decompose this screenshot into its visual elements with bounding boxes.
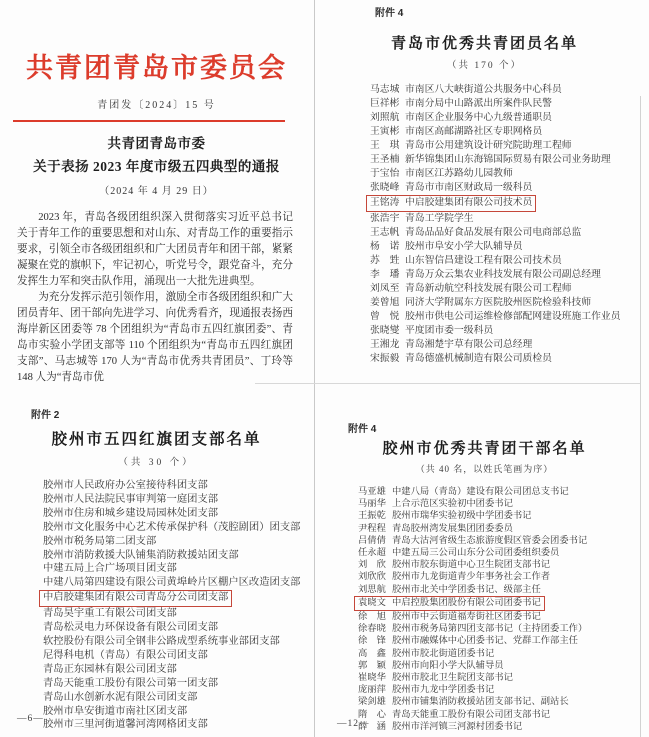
member-name: 吕倩倩: [358, 535, 386, 546]
roster-row-content: [370, 226, 581, 240]
member-name: 曾 悦: [370, 311, 400, 322]
roster-row-content: 胶州市人民政府办公室接待科团支部: [43, 480, 208, 491]
roster-row: [43, 549, 313, 563]
member-name: 张浩宇: [370, 213, 400, 224]
member-position: 同济大学附属东方医院胶州医院检验科技师: [405, 297, 592, 308]
roster-row: [358, 648, 649, 660]
member-name: 薛 涵: [358, 721, 386, 732]
attachment-label: 附件 2: [31, 410, 60, 421]
roster-row: [358, 635, 649, 647]
roster-title: 胶州市五四红旗团支部名单: [51, 431, 262, 448]
member-position: 市南区企业服务中心九级普通职员: [405, 112, 552, 123]
roster-row: [358, 611, 649, 623]
member-name: 刘凤至: [370, 283, 400, 294]
roster-row-content: [358, 611, 541, 623]
roster-row: [358, 571, 649, 583]
roster-list: [320, 83, 649, 366]
roster-row-content: 胶州市阜安街道市南社区团支部: [43, 705, 188, 717]
roster-row-content: [358, 660, 504, 672]
member-name: 袁晓文: [358, 597, 386, 608]
member-name: 张晓峰: [370, 182, 400, 193]
member-name: 马志城: [370, 84, 400, 95]
roster-row-content: 胶州市文化服务中心艺术传承保护科（茂腔剧团）团支部: [43, 521, 301, 533]
roster-subtitle: （共 40 名，以姓氏笔画为序）: [415, 464, 554, 474]
member-name: 尹程程: [358, 523, 386, 534]
roster-row-content: [370, 212, 474, 226]
member-position: 胶州市供电公司运维检修部配网建设班施工作业员: [405, 311, 621, 322]
page-number: —6—: [17, 714, 44, 724]
roster-row: [370, 296, 649, 310]
roster-list: [320, 486, 649, 733]
roster-row: [370, 226, 649, 240]
roster-row: [370, 310, 649, 324]
member-name: 任永超: [358, 548, 386, 559]
roster-row: [370, 139, 649, 153]
doc-number: 青团发〔2024〕15 号: [97, 100, 216, 111]
roster-row-content: [358, 684, 494, 696]
roster-row-content: [370, 139, 572, 153]
member-position: 上合示范区实验初中团委书记: [392, 499, 513, 510]
roster-row-content: [366, 195, 536, 212]
member-name: 刘思航: [358, 584, 386, 595]
member-name: 刘 欣: [358, 560, 386, 571]
member-position: 胶州市洋河镇三河源村团委书记: [392, 721, 523, 732]
roster-row-content: 胶州市人民法院民事审判第一庭团支部: [43, 493, 219, 505]
roster-row-content: [358, 486, 569, 498]
roster-row-content: [358, 498, 513, 510]
roster-row: [358, 510, 649, 522]
roster-row-content: [354, 596, 545, 611]
member-position: 市南区江苏路幼儿园教师: [405, 168, 513, 179]
roster-row-content: [370, 153, 611, 167]
roster-row: [358, 486, 649, 498]
member-position: 青岛市公用建筑设计研究院助理工程师: [405, 140, 572, 151]
roster-row-content: 胶州市消防救援大队铺集消防救援站团支部: [43, 549, 239, 561]
roster-row-content: [370, 268, 601, 282]
roster-row: [370, 338, 649, 352]
member-position: 胶州市铺集消防救援站团支部书记、副站长: [392, 697, 569, 708]
member-name: 张晓燮: [370, 325, 400, 336]
member-position: 胶州市瑞华实验初级中学团委书记: [392, 511, 532, 522]
roster-row: [43, 677, 313, 691]
roster-row: [370, 324, 649, 338]
member-name: 王志帆: [370, 227, 400, 238]
roster-row: [43, 607, 313, 621]
member-position: 青岛胶州湾发展集团团委委员: [392, 523, 513, 534]
roster-row: [370, 282, 649, 296]
member-name: 李 璠: [370, 269, 400, 280]
roster-row-content: 中建五局上合广场项目团支部: [43, 563, 177, 575]
member-position: 平度团市委一级科员: [405, 325, 494, 336]
member-position: 中启控股集团股份有限公司团委书记: [392, 597, 541, 608]
roster-row-content: [370, 296, 591, 310]
roster-row: [370, 125, 649, 139]
roster-list: [0, 479, 313, 732]
notice-title-line2: 关于表扬 2023 年度市级五四典型的通报: [33, 159, 280, 174]
roster-row: [43, 705, 313, 719]
member-position: 胶州市胶东街道中心卫生院团支部书记: [392, 560, 551, 571]
roster-row: [43, 663, 313, 677]
roster-row-content: 青岛山水创新水泥有限公司团支部: [43, 691, 198, 703]
roster-row: [370, 195, 649, 212]
roster-row: [358, 559, 649, 571]
member-name: 高 鑫: [358, 648, 386, 659]
notice-date: （2024 年 4 月 29 日）: [99, 186, 214, 197]
member-position: 中建八局（青岛）建设有限公司团总支书记: [392, 487, 569, 497]
member-position: 青岛市市南区财政局一级科员: [405, 182, 533, 193]
member-name: 徐 旭: [358, 612, 386, 623]
roster-row-content: [370, 240, 523, 254]
roster-row-content: [370, 324, 493, 338]
member-position: 胶州市九龙中学团委书记: [392, 685, 495, 696]
member-name: 刘照航: [370, 112, 400, 123]
roster-row: [370, 167, 649, 181]
roster-row-content: [370, 181, 532, 195]
roster-row-content: 青岛天能重工股份有限公司第一团支部: [43, 677, 219, 689]
roster-row-content: [370, 282, 572, 296]
member-name: 王振乾: [358, 511, 386, 522]
member-name: 王圣楠: [370, 154, 400, 165]
member-position: 市南区八大峡街道公共服务中心科员: [405, 84, 562, 95]
roster-subtitle: （共 30 个）: [118, 458, 195, 468]
member-name: 郭 颖: [358, 660, 386, 671]
roster-row-content: 胶州市三里河街道馨河湾网格团支部: [43, 719, 208, 731]
roster-row: [370, 254, 649, 268]
member-name: 杨 诺: [370, 241, 400, 252]
roster-row: [370, 153, 649, 167]
roster-row-content: [358, 584, 541, 596]
roster-row-content: [358, 510, 531, 522]
roster-row-content: [370, 83, 562, 97]
roster-row: [370, 97, 649, 111]
letterhead-red-rule: [13, 120, 285, 122]
roster-row: [370, 181, 649, 195]
member-position: 市南分局中山路派出所案件队民警: [405, 98, 552, 109]
page-roster-cadres: [320, 400, 649, 737]
member-name: 王 琪: [370, 140, 400, 151]
roster-row-content: [370, 254, 562, 268]
roster-row-content: 尼得科电机（青岛）有限公司团支部: [43, 649, 208, 661]
member-name: 刘欣欣: [358, 572, 386, 583]
roster-row: [370, 212, 649, 226]
roster-row-content: [370, 310, 621, 324]
roster-subtitle: （共 170 个）: [446, 61, 522, 71]
roster-row: [43, 621, 313, 635]
member-position: 胶州市胶北卫生院团支部书记: [392, 673, 513, 684]
attachment-label: 附件 4: [348, 424, 377, 435]
member-position: 胶州市融媒体中心团委书记、党群工作部主任: [392, 636, 578, 647]
member-name: 王湘龙: [370, 339, 400, 350]
roster-row: [370, 240, 649, 254]
roster-row-content: [358, 635, 578, 647]
roster-row: [43, 590, 313, 607]
roster-row: [358, 523, 649, 535]
roster-row: [43, 493, 313, 507]
member-name: 马丽华: [358, 499, 386, 510]
page-column-divider: [314, 0, 315, 737]
member-position: 青岛大沽河省级生态旅游度假区管委会团委书记: [392, 535, 588, 546]
roster-row-content: [358, 523, 513, 535]
roster-row: [358, 547, 649, 559]
member-name: 姜曾旭: [370, 297, 400, 308]
letterhead-title: 共青团青岛市委员会: [26, 53, 287, 83]
member-position: 新华锦集团山东海锦国际贸易有限公司业务助理: [405, 154, 611, 165]
roster-row: [358, 535, 649, 547]
roster-row: [358, 584, 649, 596]
roster-row: [43, 635, 313, 649]
roster-row: [358, 498, 649, 510]
roster-row-content: 胶州市税务局第二团支部: [43, 535, 157, 547]
member-position: 青岛万众云集农业科技发展有限公司副总经理: [405, 269, 601, 280]
member-position: 山东智信昌建设工程有限公司技术员: [405, 255, 562, 266]
roster-row: [370, 83, 649, 97]
member-position: 中启胶建集团有限公司技术员: [405, 197, 533, 208]
roster-row: [43, 479, 313, 493]
member-position: 青岛品品好食品发展有限公司电商部总监: [405, 227, 582, 238]
roster-row: [43, 718, 313, 732]
member-name: 隋 心: [358, 709, 386, 720]
roster-row-content: 胶州市住房和城乡建设局园林处团支部: [43, 507, 219, 519]
notice-paragraph: 2023 年，青岛各级团组织深入贯彻落实习近平总书记关于青年工作的重要思想和对山东、对青岛工作的重要指示要求，引领全市各级团组织和广大团员青年和团干部，紧紧凝聚在党的旗帜下，牢记初心，听党号令，跟党奋斗，充分发挥生力军和突击队作用，涌现出一大批先进典型。: [17, 212, 293, 287]
roster-row-content: [358, 623, 587, 635]
roster-row: [358, 709, 649, 721]
member-position: 青岛天能重工股份有限公司团支部书记: [392, 709, 551, 720]
member-position: 市南区高邮湖路社区专职网格员: [405, 126, 543, 137]
roster-title: 青岛市优秀共青团员名单: [390, 36, 578, 52]
roster-row: [358, 721, 649, 733]
roster-row: [370, 268, 649, 282]
roster-row-content: [370, 97, 552, 111]
roster-row-content: 中启胶建集团有限公司青岛分公司团支部: [39, 590, 232, 607]
member-name: 庞丽萍: [358, 685, 386, 696]
notice-body: [17, 210, 293, 386]
member-position: 青岛工学院学生: [405, 213, 474, 224]
member-position: 胶州市胶北街道团委书记: [392, 648, 495, 659]
roster-row-content: [370, 111, 552, 125]
roster-row-content: 青岛松灵电力环保设备有限公司团支部: [43, 622, 219, 634]
roster-row: [370, 352, 649, 366]
roster-row-content: [358, 648, 494, 660]
roster-row: [358, 672, 649, 684]
member-name: 徐春晓: [358, 624, 386, 635]
roster-row: [358, 596, 649, 611]
member-position: 胶州市北关中学团委书记、级部主任: [392, 584, 541, 595]
roster-row: [370, 111, 649, 125]
member-position: 青岛新动航空科技发展有限公司工程师: [405, 283, 572, 294]
roster-row: [358, 660, 649, 672]
roster-row: [43, 576, 313, 590]
member-name: 巨祥彬: [370, 98, 400, 109]
notice-paragraph: 为充分发挥示范引领作用，激励全市各级团组织和广大团员青年、团干部向先进学习、向优秀看齐，现通报表扬西海岸新区团委等 78 个团组织为“青岛市五四红旗团委”、青岛市实验小学团支部等 110 个团组织为“青岛市五四红旗团支部”、马志城等 170 人为“青岛市优秀共青团员”、丁玲等 148 人为“青岛市优: [17, 292, 293, 383]
roster-row: [43, 507, 313, 521]
attachment-label: 附件 4: [375, 8, 404, 19]
member-position: 胶州市中云街道福寿街社区团委书记: [392, 612, 541, 623]
roster-row: [358, 684, 649, 696]
member-position: 青岛湘楚宇草有限公司总经理: [405, 339, 533, 350]
page-roster-members: [320, 0, 649, 383]
notice-title-line1: 共青团青岛市委: [107, 136, 206, 151]
roster-row-content: [358, 709, 550, 721]
roster-row-content: 青岛昊宇重工有限公司团支部: [43, 608, 177, 620]
page-number: —12—: [337, 719, 370, 729]
roster-row-content: [370, 167, 513, 181]
roster-row-content: [370, 125, 542, 139]
roster-row-content: [358, 535, 587, 547]
roster-row: [358, 623, 649, 635]
roster-row-content: [370, 352, 552, 366]
member-name: 马亚雄: [358, 487, 386, 497]
member-position: 中建五局三公司山东分公司团委组织委员: [392, 548, 560, 559]
roster-row-content: [358, 547, 559, 559]
roster-row: [43, 535, 313, 549]
roster-row-content: [358, 672, 513, 684]
page-notice-cover: [0, 0, 313, 390]
member-name: 王铭涛: [370, 197, 400, 208]
page-roster-branches: [0, 400, 313, 737]
member-name: 徐 锋: [358, 636, 386, 647]
roster-row-content: 青岛正东园林有限公司团支部: [43, 663, 177, 675]
roster-row: [43, 521, 313, 535]
roster-row-content: [370, 338, 532, 352]
roster-row: [43, 562, 313, 576]
member-name: 梁剑雄: [358, 697, 386, 708]
roster-row: [43, 649, 313, 663]
roster-row-content: 中建八局第四建设有限公司黄埠岭片区棚户区改造团支部: [43, 577, 301, 589]
member-position: 青岛德盛机械制造有限公司质检员: [405, 353, 552, 364]
roster-row-content: [358, 559, 550, 571]
member-position: 胶州市九龙街道青少年事务社会工作者: [392, 572, 551, 583]
roster-row-content: 软控股份有限公司全钢非公路成型系统事业部团支部: [43, 635, 280, 647]
member-name: 于宝怡: [370, 168, 400, 179]
member-name: 崔晓华: [358, 673, 386, 684]
roster-row-content: [358, 696, 569, 708]
roster-row: [358, 696, 649, 708]
roster-title: 胶州市优秀共青团干部名单: [382, 441, 587, 457]
member-name: 苏 甡: [370, 255, 400, 266]
member-position: 胶州市税务局第四团支部书记（主持团委工作）: [392, 624, 588, 635]
member-position: 胶州市向阳小学大队辅导员: [392, 660, 504, 671]
member-position: 胶州市阜安小学大队辅导员: [405, 241, 523, 252]
roster-row: [43, 691, 313, 705]
roster-row-content: [358, 571, 550, 583]
member-name: 王寅彬: [370, 126, 400, 137]
roster-row-content: [358, 721, 522, 733]
member-name: 宋振毅: [370, 353, 400, 364]
